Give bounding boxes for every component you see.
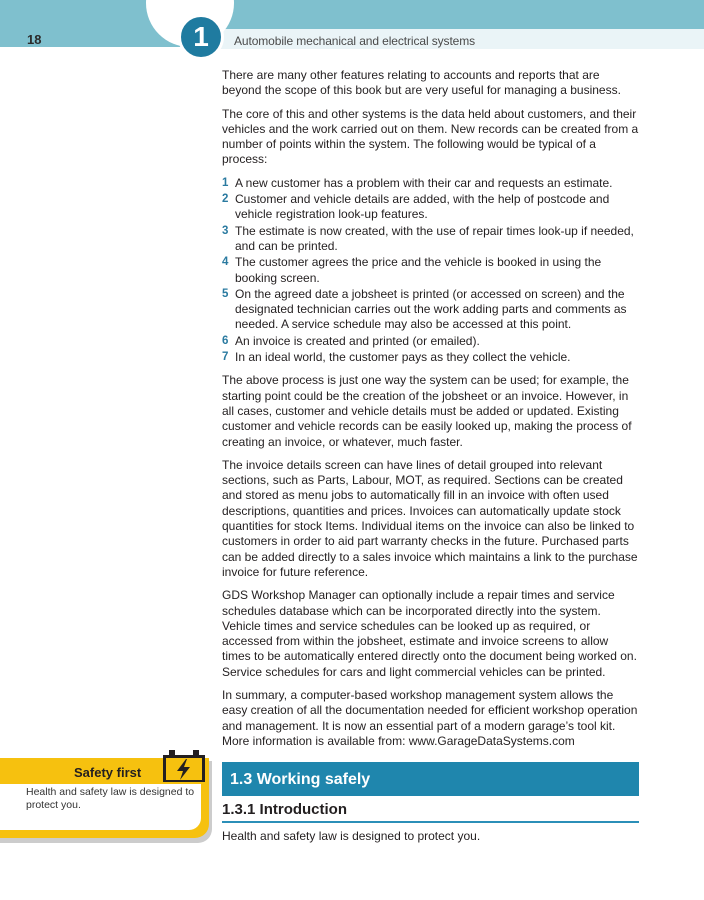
safety-first-box (0, 758, 212, 843)
paragraph: The invoice details screen can have lines of detail grouped into relevant sections, such as Parts, Labour, MOT, as required. Sections can be created and stored as menu jobs to automatically fill in an invoice with often used descriptions, quantities and prices. Invoices can automatically update stock quantities for stock Items. Individual items on the invoice can also be linked to customers in order to aid part warranty checks in the future. Purchased parts can be added directly to a sales invoice which maintains a link to the purchase invoice for future reference. (222, 457, 638, 579)
paragraph: The above process is just one way the system can be used; for example, the starting point could be the creation of the jobsheet or an invoice. However, in all cases, customer and vehicle details must be added or updated. Existing customer and vehicle records can be easily looked up, making the process of creating an invoice, or whatever, much faster. (222, 373, 632, 449)
step-text: The estimate is now created, with the use of repair times look-up if needed, and can be printed. (235, 223, 634, 253)
step-text: On the agreed date a jobsheet is printed (or accessed on screen) and the designated technician carries out the work adding parts and comments as needed. A service schedule may also be accessed at this point. (235, 286, 627, 332)
paragraph: The core of this and other systems is the data held about customers, and their vehicles and the work carried out on them. New records can be created from a number of points within the system. The following would be typical of a process: (222, 106, 639, 167)
intro-paragraph: Health and safety law is designed to protect you. (222, 829, 481, 843)
process-steps (222, 176, 640, 366)
list-item (222, 176, 640, 191)
list-item (222, 192, 640, 223)
step-number: 1 (222, 176, 229, 189)
battery-lightning-icon (161, 749, 207, 783)
chapter-title: Automobile mechanical and electrical systems (234, 34, 476, 48)
step-number: 3 (222, 224, 229, 237)
safety-box-text: Health and safety law is designed to protect you. (26, 786, 195, 811)
paragraph: In summary, a computer-based workshop management system allows the easy creation of all the documentation needed for efficient workshop operation and management. It is now an essential part of a modern garage’s tool kit. More information is available from: www.GarageDataSystems.com (222, 687, 638, 748)
list-item (222, 255, 640, 286)
list-item (222, 224, 640, 255)
safety-box-title: Safety first (74, 765, 142, 780)
subsection-heading: 1.3.1 Introduction (222, 800, 639, 823)
step-text: Customer and vehicle details are added, with the help of postcode and vehicle registration look-up features. (235, 192, 610, 222)
step-text: An invoice is created and printed (or emailed). (235, 333, 480, 348)
step-number: 5 (222, 287, 229, 300)
chapter-badge: 1 (178, 14, 224, 60)
list-item (222, 334, 640, 349)
paragraph: There are many other features relating to accounts and reports that are beyond the scope of this book but are very useful for managing a business. (222, 68, 621, 98)
section-heading: 1.3 Working safely (222, 762, 639, 796)
paragraph: GDS Workshop Manager can optionally include a repair times and service schedules database which can be incorporated directly into the system. Vehicle times and service schedules can be looked up as required, or accessed from within the jobsheet, estimate and invoice screens to allow times to be automatically entered directly onto the document being worked on. Service schedules for cars and light commercial vehicles can be printed. (222, 588, 637, 679)
step-number: 7 (222, 351, 229, 364)
step-number: 4 (222, 256, 229, 269)
list-item (222, 287, 640, 333)
list-item (222, 350, 640, 365)
step-text: A new customer has a problem with their car and requests an estimate. (235, 175, 613, 190)
step-number: 2 (222, 193, 229, 206)
step-text: The customer agrees the price and the vehicle is booked in using the booking screen. (235, 255, 602, 285)
page-number: 18 (27, 32, 42, 47)
step-text: In an ideal world, the customer pays as they collect the vehicle. (235, 350, 571, 365)
step-number: 6 (222, 334, 229, 347)
main-text (222, 68, 640, 757)
